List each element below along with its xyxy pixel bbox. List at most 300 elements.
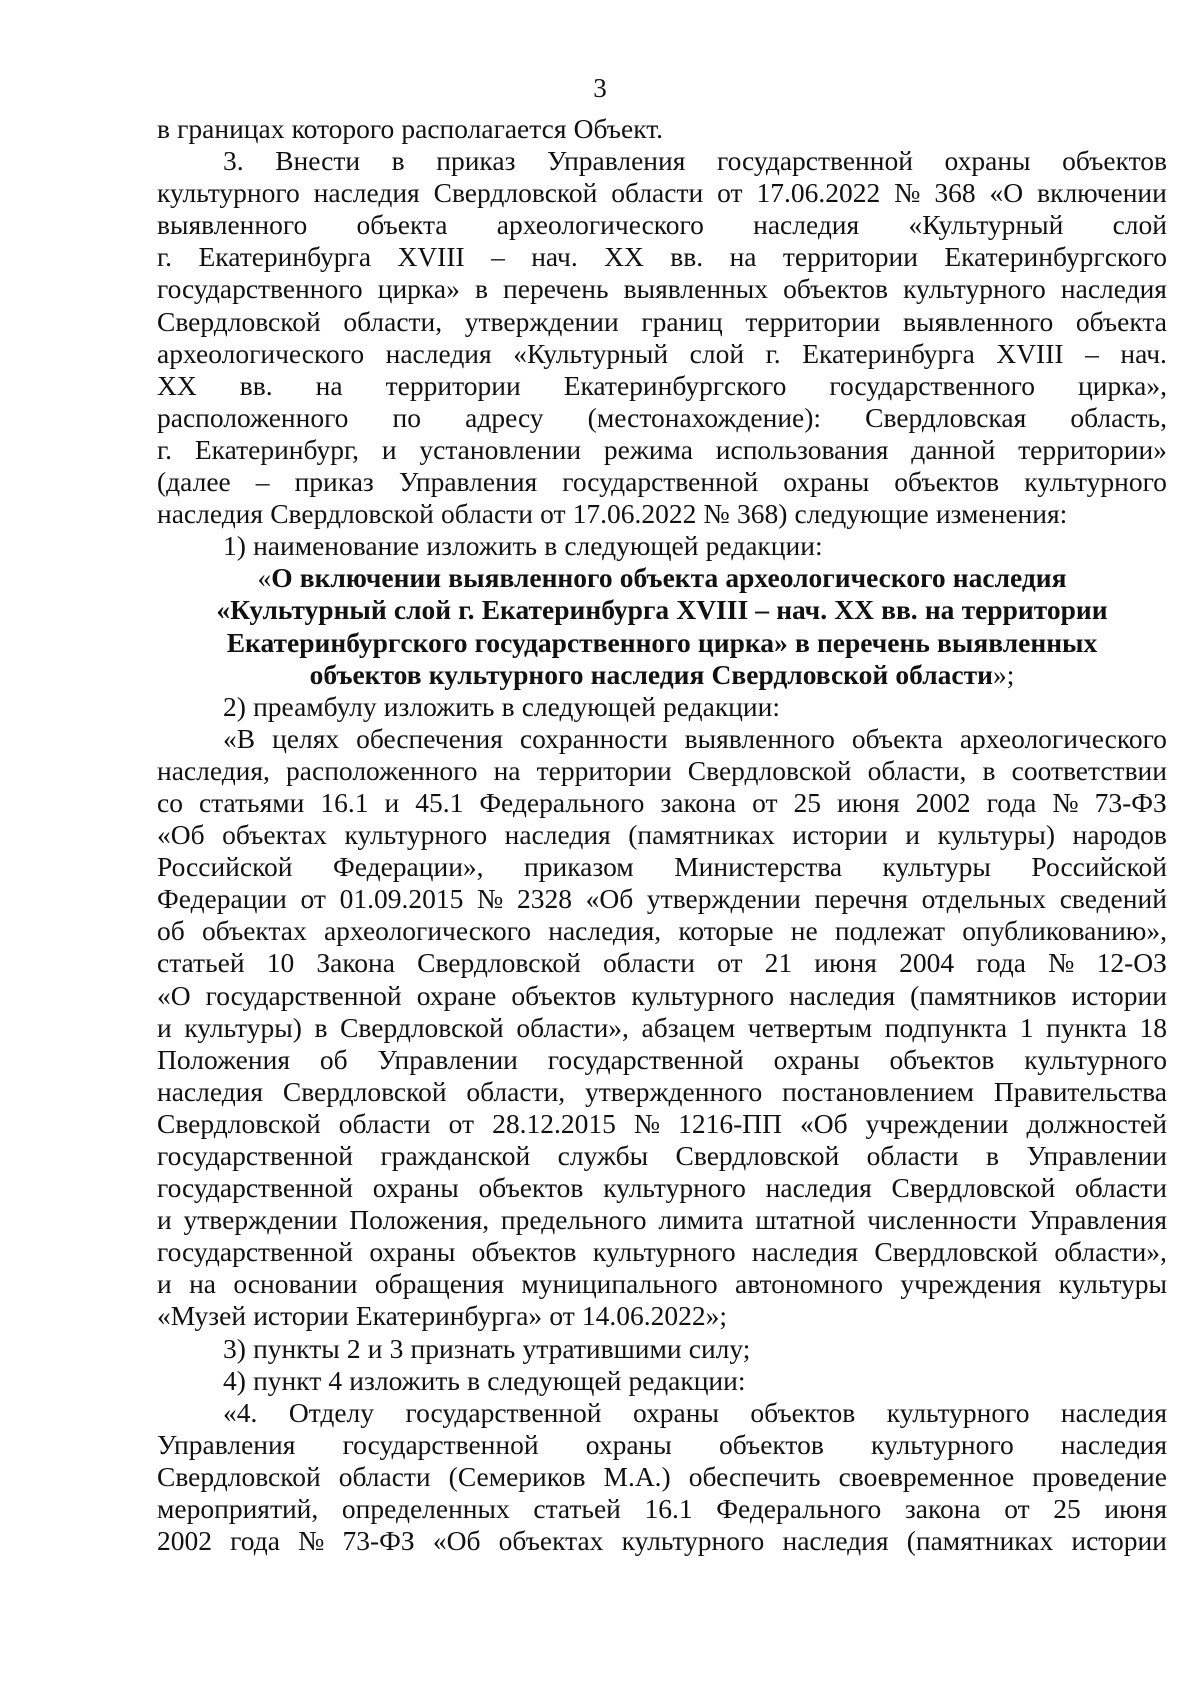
word: соответствии (1011, 754, 1167, 786)
word: в (982, 754, 996, 786)
text-line (157, 1493, 1167, 1525)
word: выявленного (157, 209, 308, 241)
word: (Семериков (448, 1460, 586, 1492)
word: народов (1072, 819, 1167, 851)
word: в (544, 530, 558, 562)
word: и (905, 819, 920, 851)
word: лимита (658, 1204, 744, 1236)
word: вв. (239, 369, 273, 401)
word: расположенного (286, 754, 478, 786)
word: «Музей (157, 1300, 247, 1332)
word: по (392, 401, 422, 433)
word: 368 (934, 177, 976, 209)
word: в (986, 1140, 1000, 1171)
word: статьями (198, 786, 305, 818)
word: «Культурный (513, 337, 669, 369)
word: (далее (157, 466, 231, 498)
text-line (157, 627, 1167, 659)
text-line (157, 1140, 1167, 1172)
text-line (157, 177, 1167, 209)
word: 2004 (899, 947, 955, 979)
text-line (157, 819, 1167, 851)
word: Отделу (288, 1396, 375, 1428)
word: цирка» (377, 273, 460, 305)
word: перечень (503, 273, 609, 305)
word: выявленных (623, 273, 768, 305)
word: пункта (1046, 1011, 1127, 1043)
word: 10 (266, 947, 295, 979)
word: 4 (328, 1364, 343, 1396)
word: выявленного (448, 562, 613, 594)
word: границ (641, 305, 723, 337)
word: перечень (816, 626, 930, 658)
word: редакции: (705, 530, 823, 562)
word: приказ (436, 145, 516, 177)
word: наследия (313, 177, 420, 209)
word: культуры (882, 851, 991, 883)
word: границах (177, 113, 285, 144)
word: преамбулу (253, 690, 377, 722)
word: Объект. (573, 113, 664, 144)
text-line (157, 402, 1167, 434)
word: от (717, 177, 743, 209)
text-line (157, 915, 1167, 947)
word: Свердловской (157, 305, 321, 337)
word: культурного (344, 819, 488, 851)
word: наследия (504, 819, 611, 851)
word: от (752, 786, 778, 818)
word: и (157, 1268, 172, 1300)
word: подпункта (884, 1011, 1008, 1043)
word: Управления (157, 1428, 296, 1460)
word: объектов (1062, 145, 1167, 177)
word: № (633, 1107, 661, 1139)
word: использования (715, 433, 889, 465)
word: наследия (782, 1525, 889, 1557)
text-line (157, 594, 1167, 626)
word: культурного (592, 1236, 736, 1268)
word: области (602, 947, 695, 979)
word: должностей (1026, 1107, 1167, 1139)
word: Управлении (377, 1043, 518, 1075)
word: XX (604, 241, 644, 273)
word: от (717, 947, 743, 979)
text-line (157, 1076, 1167, 1108)
word: слой (689, 337, 745, 369)
word: территории» (1018, 433, 1167, 465)
word: Положения, (349, 1204, 490, 1236)
word: территории (745, 305, 881, 337)
word: охраны (773, 1043, 860, 1075)
word: области (338, 1460, 431, 1492)
text-line (157, 883, 1167, 915)
word: охраны (369, 1236, 456, 1268)
word: – (491, 241, 505, 273)
text-line (157, 659, 1167, 691)
text-line (157, 338, 1167, 370)
word: объектов (783, 273, 888, 305)
word: истории (1071, 979, 1167, 1011)
word: охраны (585, 1428, 672, 1460)
word: 1) (223, 530, 246, 562)
word: государственного (474, 626, 691, 658)
word: июня (814, 947, 877, 979)
word: области», (1054, 1236, 1167, 1268)
word: наследия (385, 337, 492, 369)
word: в (501, 690, 515, 722)
text-line (157, 947, 1167, 979)
word: Екатеринбурга (481, 594, 670, 626)
word: «Об (432, 1525, 481, 1557)
word: объектов (750, 1396, 856, 1428)
word: наследия, (157, 754, 270, 786)
word: территории (536, 754, 672, 786)
word: Свердловская (865, 401, 1027, 433)
word: объектов (471, 1236, 577, 1268)
word: государственной (405, 1396, 602, 1428)
text-line (157, 980, 1167, 1012)
word: – (1085, 337, 1099, 369)
word: государственной (205, 979, 402, 1011)
word: располагается (401, 113, 567, 144)
word: изменения: (935, 498, 1068, 530)
word: от (300, 883, 326, 915)
word: государственной (157, 1172, 353, 1204)
word: от (448, 1107, 475, 1139)
word: нач. (776, 594, 828, 626)
word: об (157, 915, 185, 947)
word: наследия (1060, 1396, 1167, 1428)
word: области (611, 177, 704, 209)
word: абзацем (641, 1011, 736, 1043)
word: объектах (201, 915, 307, 947)
text-line (157, 530, 1167, 562)
word: Свердловской (433, 177, 598, 209)
word: культурного (621, 1525, 765, 1557)
word: своевременное (838, 1460, 1015, 1492)
word: объектов (511, 979, 617, 1011)
word: адресу (465, 401, 544, 433)
word: культурного (1024, 466, 1167, 498)
text-line (157, 1268, 1167, 1300)
word: культурного (871, 1428, 1014, 1460)
word: Положения (157, 1043, 290, 1075)
word: 12-ОЗ (1096, 947, 1167, 979)
word: года (986, 786, 1037, 818)
word: наименование (253, 530, 420, 562)
text-line (157, 1300, 1167, 1332)
word: 17.06.2022 (572, 498, 697, 530)
word: «О (257, 562, 293, 594)
text-line (157, 145, 1167, 177)
word: государственного (157, 273, 363, 305)
word: приказом (524, 851, 634, 883)
word: наследия (157, 498, 264, 530)
word: Свердловской (417, 947, 581, 979)
text-line (157, 1236, 1167, 1268)
word: мероприятий, (157, 1493, 319, 1525)
word: Екатеринбурга (198, 241, 372, 273)
word: 368) (736, 498, 788, 530)
text-line (157, 434, 1167, 466)
word: № (703, 498, 730, 530)
word: изложить (426, 530, 538, 562)
word: объекта (619, 562, 719, 594)
word: года (230, 1525, 280, 1557)
text-line (157, 1204, 1167, 1236)
word: нач. (531, 241, 578, 273)
word: 2 (346, 1332, 361, 1364)
word: 16.1 (644, 1493, 693, 1525)
word: государственной (562, 466, 759, 498)
word: 2002 (915, 786, 971, 818)
word: и (367, 1332, 383, 1364)
word: опубликованию», (962, 915, 1167, 947)
word: и (157, 1204, 172, 1236)
word: об (319, 1043, 348, 1075)
word: определенных (341, 1493, 510, 1525)
word: области, (867, 754, 967, 786)
word: службы (557, 1140, 649, 1171)
word: сведений (1059, 883, 1167, 915)
word: муниципального (521, 1268, 718, 1300)
word: следующие (794, 498, 929, 530)
word: объекта (851, 722, 943, 754)
word: культурного (886, 1396, 1030, 1428)
text-line (157, 241, 1167, 273)
text-line (157, 1333, 1167, 1365)
word: 3 (389, 1332, 404, 1364)
text-line (157, 723, 1167, 755)
word: следующей (521, 690, 656, 722)
word: утверждении (646, 883, 801, 915)
word: утвержденного (585, 1075, 763, 1107)
word: культуры (1058, 1268, 1167, 1300)
word: области (1074, 1172, 1167, 1204)
word: редакции: (663, 690, 780, 722)
word: перечня (814, 883, 908, 915)
word: XVIII (676, 594, 749, 626)
word: Свердловской (282, 1075, 447, 1107)
text-line (157, 209, 1167, 241)
word: пункт (253, 1364, 322, 1396)
text-line (157, 1525, 1167, 1557)
word: государственной (157, 1140, 353, 1171)
document-body (157, 113, 1167, 1557)
text-line (157, 787, 1167, 819)
word: (местонахождение): (587, 401, 822, 433)
word: археологического (496, 209, 704, 241)
word: культурного (903, 273, 1046, 305)
word: от (540, 498, 566, 530)
word: 25 (793, 786, 821, 818)
word: которые (678, 915, 774, 947)
word: – (755, 594, 770, 626)
word: наследия (590, 658, 705, 690)
word: 4) (223, 1364, 246, 1396)
word: со (157, 786, 183, 818)
word: Екатеринбургского (944, 241, 1167, 273)
word: Внести (275, 145, 361, 177)
word: XX (157, 369, 197, 401)
word: – (255, 466, 270, 498)
word: Федерального (479, 786, 645, 818)
word: слой (393, 594, 452, 626)
text-line (157, 1108, 1167, 1140)
word: обеспечить (688, 1460, 821, 1492)
word: наследия (751, 1236, 858, 1268)
word: «О (989, 177, 1024, 209)
word: (памятниках (628, 819, 775, 851)
word: Российской (157, 851, 293, 883)
word: № (1052, 786, 1079, 818)
word: территории (961, 594, 1108, 626)
word: 28.12.2015 (492, 1107, 616, 1139)
word: включении (1037, 177, 1167, 209)
word: изложить (349, 1364, 460, 1396)
word: признать (410, 1332, 516, 1364)
word: археологического (323, 915, 532, 947)
word: объектов (894, 466, 1000, 498)
word: утверждении (183, 1204, 338, 1236)
word: объектов (718, 1428, 824, 1460)
word: данной (911, 433, 996, 465)
word: Федерации», (333, 851, 484, 883)
word: Свердловской (687, 754, 852, 786)
word: автономного (734, 1268, 884, 1300)
word: культурного (603, 1172, 746, 1204)
text-line (157, 1397, 1167, 1429)
word: в (314, 1011, 328, 1043)
word: «Об (800, 1107, 848, 1139)
word: Екатеринбургского (226, 626, 468, 658)
word: археологического (725, 562, 946, 594)
word: культурного (157, 177, 300, 209)
word: объектов (309, 658, 422, 690)
word: следующей (564, 530, 699, 562)
word: в (474, 273, 488, 305)
word: государственной (157, 1236, 353, 1268)
word: территории (782, 241, 918, 273)
word: наследия (1060, 1428, 1167, 1460)
word: области»; (895, 658, 1015, 690)
word: учреждении (865, 1107, 1009, 1139)
word: наследия (765, 1172, 872, 1204)
word: наследия (753, 209, 860, 241)
word: в (391, 145, 405, 177)
word: на (924, 594, 955, 626)
word: выявленного (684, 722, 835, 754)
word: от (549, 1300, 575, 1332)
word: Министерства (674, 851, 843, 883)
word: Свердловской (157, 1460, 321, 1492)
word: наследия (789, 979, 896, 1011)
word: подлежат (834, 915, 946, 947)
word: на (315, 369, 343, 401)
text-line (157, 755, 1167, 787)
word: Свердловской (711, 658, 889, 690)
word: 21 (764, 947, 793, 979)
word: М.А.) (603, 1460, 671, 1492)
text-line (157, 691, 1167, 723)
text-line (157, 1012, 1167, 1044)
word: и (381, 433, 397, 465)
word: отдельных (921, 883, 1047, 915)
word: культуры) (937, 819, 1056, 851)
word: целях (272, 722, 340, 754)
word: приказ (294, 466, 374, 498)
word: государственного (829, 369, 1035, 401)
word: выявленных (937, 626, 1098, 658)
word: от (1004, 1493, 1030, 1525)
word: 1 (1019, 1011, 1034, 1043)
word: численности (867, 1204, 1017, 1236)
word: Екатеринбургского (563, 369, 787, 401)
word: Свердловской (270, 498, 434, 530)
word: № (894, 177, 921, 209)
word: области (866, 1140, 959, 1171)
word: которого (291, 113, 395, 144)
word: режима (603, 433, 693, 465)
word: 25 (1053, 1493, 1081, 1525)
word: Свердловской (340, 1011, 504, 1043)
word: Федерации (157, 883, 287, 915)
word: государственной (547, 1043, 744, 1075)
word: статьей (157, 947, 245, 979)
word: 73-ФЗ (1094, 786, 1167, 818)
word: (памятниках (906, 1525, 1054, 1557)
word: Свердловской (675, 1140, 840, 1171)
word: 14.06.2022»; (581, 1300, 728, 1332)
word: истории (1071, 1525, 1167, 1557)
word: четвертым (747, 1011, 873, 1043)
word: вв. (670, 241, 704, 273)
word: охраны (944, 145, 1031, 177)
word: охраны (783, 466, 870, 498)
word: (памятников (910, 979, 1057, 1011)
word: области, (343, 305, 443, 337)
word: редакции: (628, 1364, 746, 1396)
word: включении (299, 562, 442, 594)
word: области (338, 1107, 431, 1139)
word: 2328 (516, 883, 572, 915)
word: археологического (959, 722, 1167, 754)
word: культурного (1024, 1043, 1167, 1075)
word: 3) (223, 1332, 246, 1364)
word: Екатеринбурга (802, 337, 975, 369)
word: «Об (585, 883, 634, 915)
word: истории (792, 819, 888, 851)
word: «4. (223, 1396, 258, 1428)
word: Федерального (716, 1493, 882, 1525)
word: Управления (398, 466, 538, 498)
word: и (384, 786, 400, 818)
word: «Об (157, 819, 205, 851)
text-line (157, 1044, 1167, 1076)
word: Свердловской (874, 1236, 1039, 1268)
text-line (157, 851, 1167, 883)
word: Закона (316, 947, 395, 979)
word: 45.1 (415, 786, 464, 818)
word: № (1048, 947, 1075, 979)
word: культурного (428, 658, 584, 690)
word: государственной (716, 145, 913, 177)
word: закона (660, 786, 737, 818)
word: гражданской (380, 1140, 531, 1171)
word: области, (466, 1075, 566, 1107)
word: закона (904, 1493, 981, 1525)
word: «В (223, 722, 256, 754)
